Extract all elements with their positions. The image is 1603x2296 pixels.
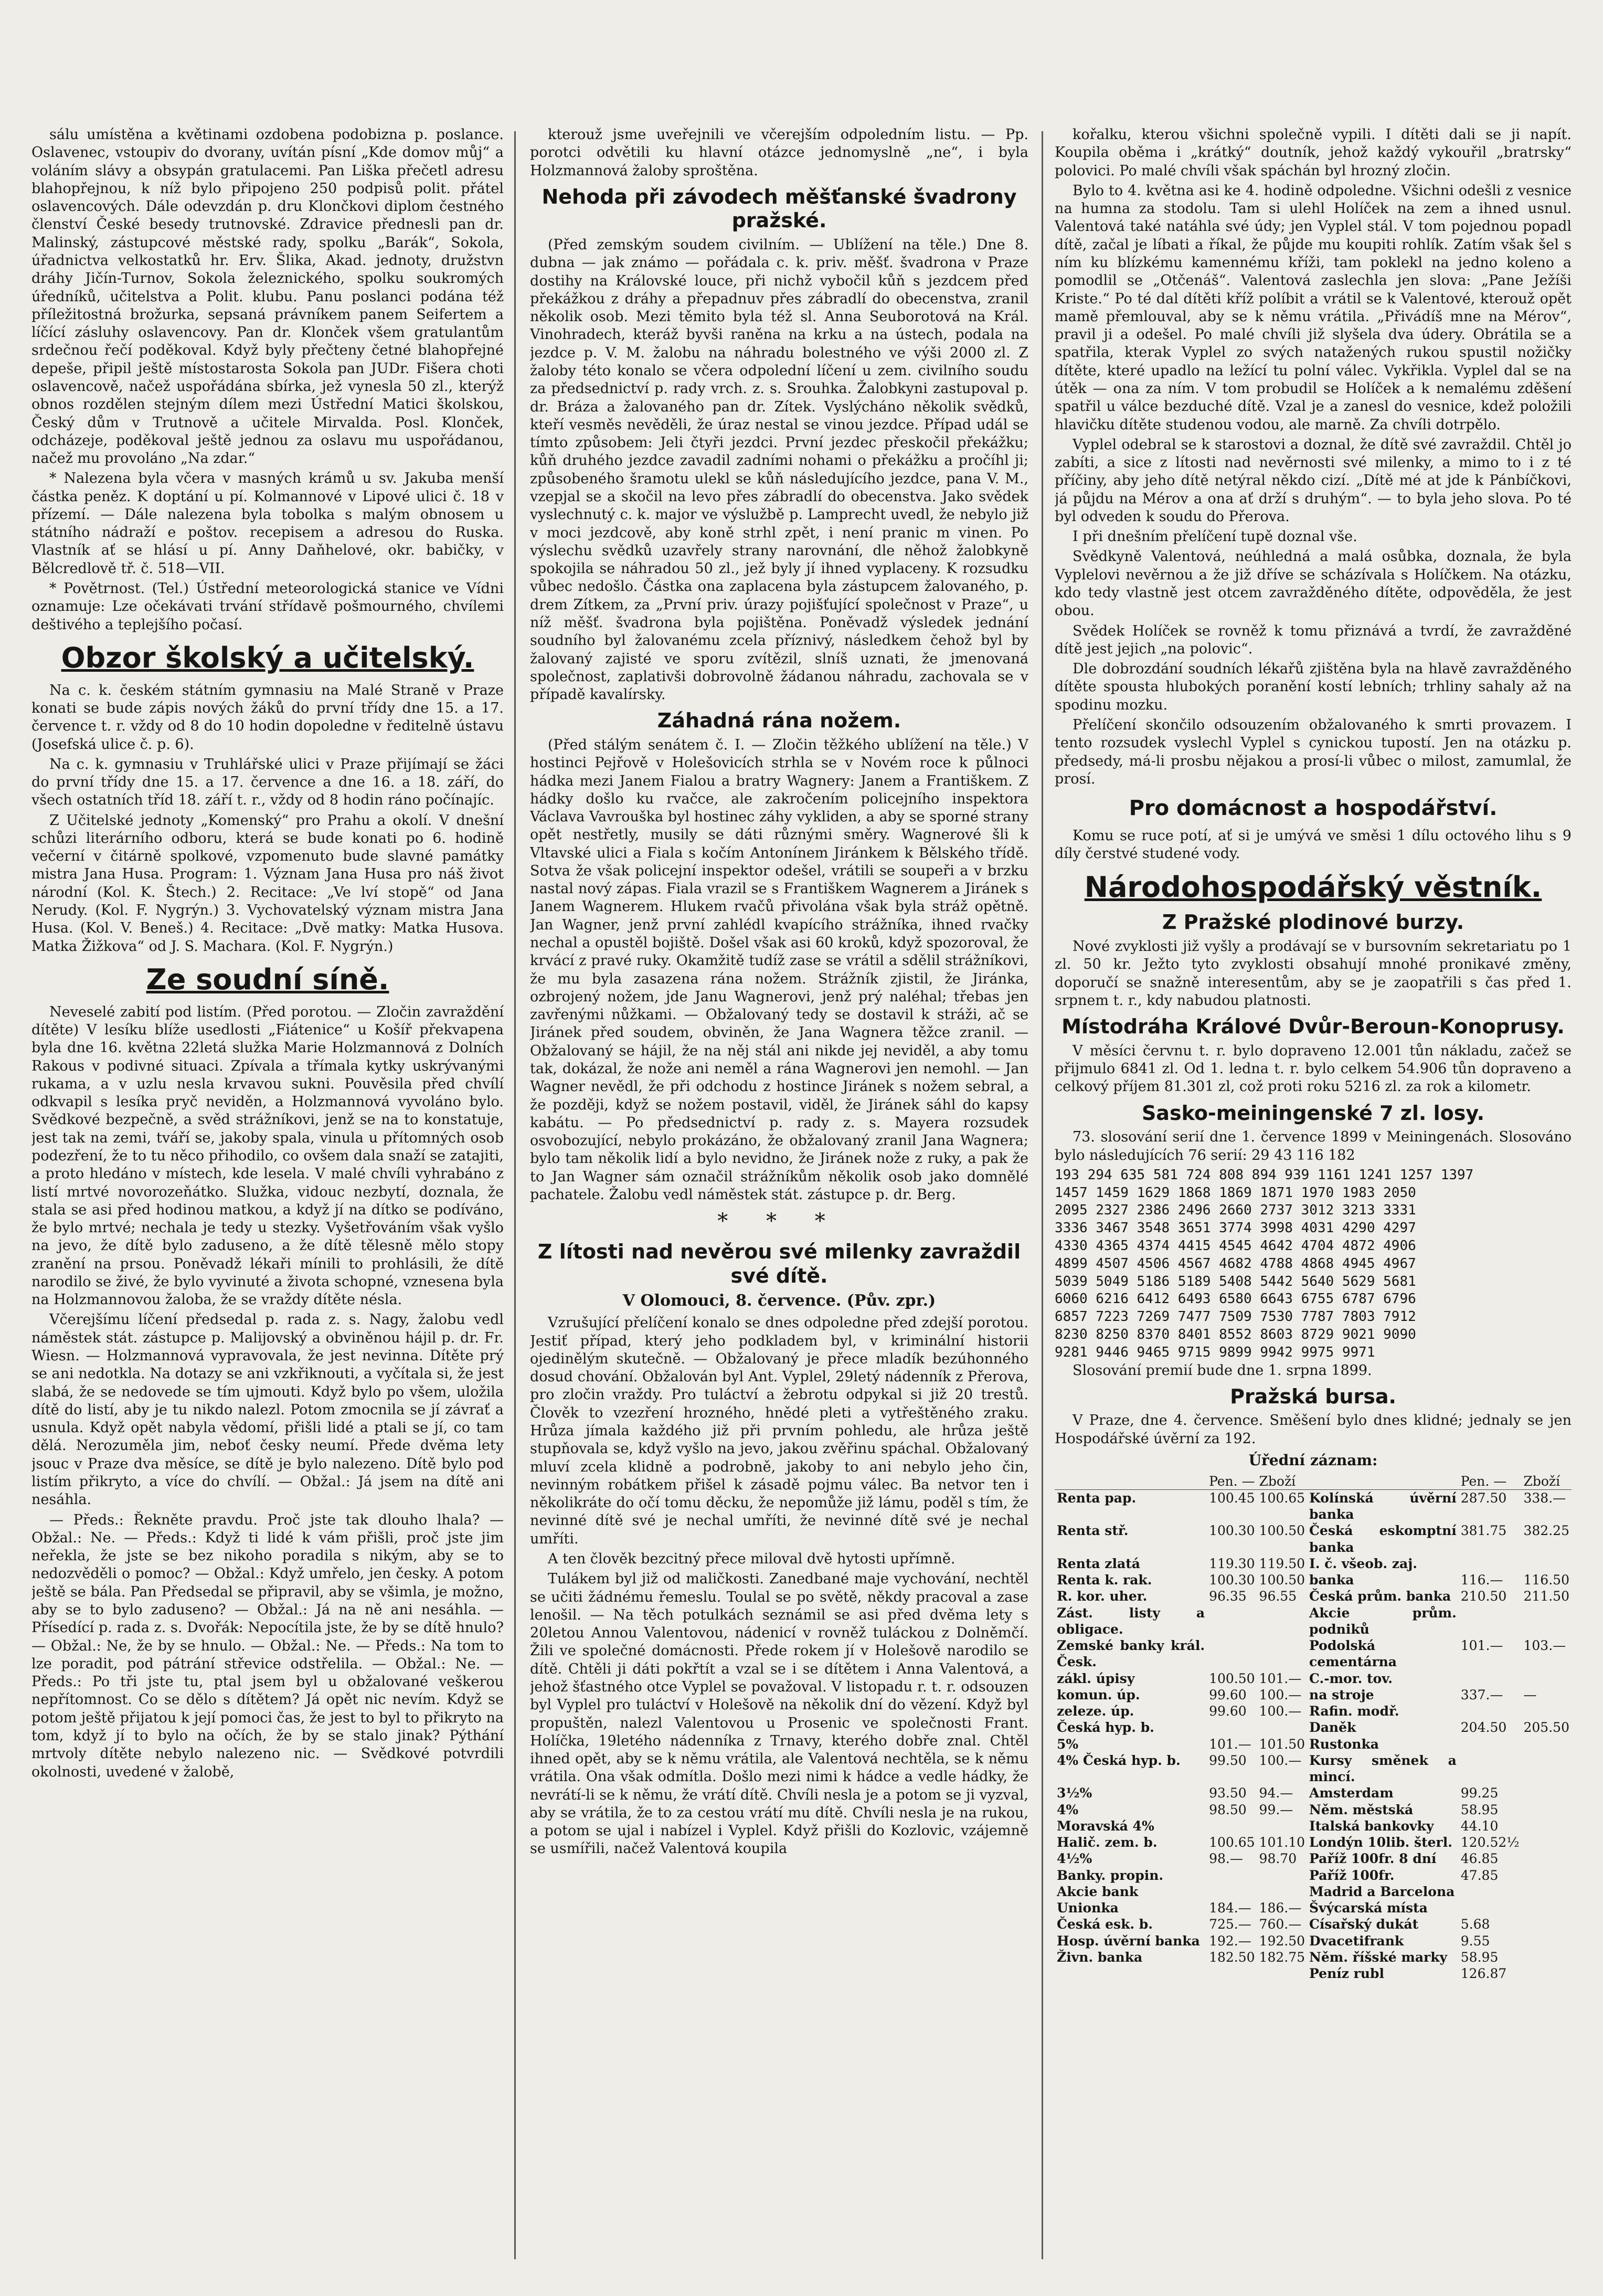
section-heading-home: Pro domácnost a hospodářství. (1129, 796, 1498, 821)
table-cell: 5% (1057, 1736, 1079, 1752)
table-cell: 99.50 (1209, 1752, 1247, 1768)
table-cell: Amsterdam (1309, 1785, 1394, 1801)
table-cell: Madrid a Barcelona (1309, 1884, 1455, 1899)
column-2 (530, 126, 1028, 2265)
table-cell: Podolská cementárna (1309, 1638, 1397, 1670)
table-cell: 3½% (1057, 1785, 1092, 1801)
news-item: * Nalezena byla včera v masných krámů u sv. Jakuba menší částka peněz. K doptání u pí. Kolmannové v Lipové ulici č. 18 v přízemí. — Dále nalezena byla tobolka s malým obnosem u státního nádraží e poštov. recepisem a adresou do Ruska. Vlastník ať se hlásí u pí. Anny Daňhelové, okr. babičky, v Bělcredlově tř. č. 518—VII. (31, 470, 504, 577)
table-cell: Císařský dukát (1309, 1917, 1419, 1932)
table-cell (1207, 1965, 1257, 1982)
lottery-number-row: 3336 3467 3548 3651 3774 3998 4031 4290 4297 (1055, 1220, 1416, 1236)
table-cell: 99.60 (1209, 1704, 1247, 1719)
section-heading-school: Obzor školský a učitelský. (61, 641, 474, 674)
table-cell: 116.50 (1523, 1572, 1569, 1588)
table-cell: Česká prům. banka (1309, 1589, 1451, 1604)
table-cell (1459, 1703, 1522, 1719)
table-cell (1459, 1752, 1522, 1785)
table-header-cell: Pen. — (1209, 1473, 1255, 1489)
table-cell: Renta stř. (1057, 1523, 1129, 1539)
table-cell (1257, 1637, 1307, 1670)
table-row (1055, 1736, 1572, 1752)
article-paragraph: 73. slosování serií dne 1. července 1899 v Meiningenách. Slosováno bylo následujících 76 serií: 29 43 116 182 (1055, 1129, 1572, 1163)
table-cell: 99.25 (1460, 1785, 1499, 1801)
table-cell: Paříž 100fr. (1309, 1867, 1395, 1883)
article-paragraph: Slosování premií bude dne 1. srpna 1899. (1073, 1362, 1372, 1379)
table-row (1055, 1752, 1572, 1785)
table-row (1055, 1522, 1572, 1556)
table-cell: Zemské banky král. Česk. (1057, 1638, 1205, 1670)
table-cell: Česká eskomptní banka (1309, 1523, 1457, 1555)
table-row (1055, 1785, 1572, 1801)
table-cell: 100.— (1259, 1752, 1302, 1768)
section-heading-economy: Národohospodářský věstník. (1084, 870, 1542, 904)
table-cell: Renta pap. (1057, 1490, 1137, 1506)
article-paragraph: Vyplel odebral se k starostovi a doznal, že dítě své zavraždil. Chtěl jo zabíti, a sice z lítosti nad nevěrnosti své milenky, a mimo to i z té příčiny, aby jeho dítě netýral někdo cizí. „Dítě mé at jde k Pánbíčkovi, já půjdu na Mérov a ona ať drží s druhým“. — to byla jeho slova. Po té byl odveden k soudu do Přerova. (1055, 436, 1572, 525)
table-cell: 4% Česká hyp. b. (1057, 1752, 1181, 1768)
table-row (1055, 1818, 1572, 1834)
table-cell: 94.— (1259, 1785, 1293, 1801)
table-cell (1207, 1605, 1257, 1638)
article-paragraph: Přelíčení skončilo odsouzením obžalovaného k smrti provazem. I tento rozsudek vyslechl Vyplel s cynickou tupostí. Jen na otázku p. předsedy, má-li prosbu nějakou a prosí-li vůbec o milost, zamumlal, že prosí. (1055, 717, 1572, 787)
table-cell: 47.85 (1460, 1867, 1499, 1883)
article-paragraph: Svědkyně Valentová, neúhledná a malá osůbka, doznala, že byla Vyplelovi nevěrnou a že již dříve se scházívala s Holíčkem. Na otázku, kdo tedy vlastně jest otcem zavražděného dítěte, odpověděla, že jest obou. (1055, 548, 1572, 619)
table-cell (1257, 1884, 1307, 1900)
court-report: Neveselé zabití pod listím. (Před porotou. — Zločin zavraždění dítěte) V lesíku blíže usedlosti „Fiátenice“ u Košíř překvapena byla dne 16. května 22letá služka Marie Holzmannová z Dolních Rakous v podivné situaci. Zpívala a třímala kytky uskrývanými rukama, a v uzlu nesla krvavou sukni. Pouvěsila před chvílí odkvapil s lesíka pryč neviděn, a Holzmannová vyvoláno bylo. Svědkové bezpečně, a svěd strážníkovi, jenž se na to konstatuje, jest tak na zemi, tváří se, jakoby spala, vinula u přítomných osob podezření, že to tu něco přihodilo, co ovšem dala snaží se zatajiti, a proto hledáno v místech, kde lesela. V malé chvíli vyhrabáno z listí mrtvé novorozeňátko. Služka, vidouc nezbytí, doznala, že stala se asi před hodinou matkou, a když jí na dítko se podíváno, že bylo mrtvé; nechala je tedy u stezky. Vyšetřováním však vyšlo na jevo, že dítě bylo zaduseno, a že dítě tělesně mělo stopy zranění na prsou. Poněvadž lékaři mínili to prohlásili, že dítě narodilo se živé, že bylo vyvinuté a života schopné, vznesena byla na Holzmannovou žaloba, že se vraždy dítěte nésla. (31, 1003, 504, 1308)
table-row (1055, 1489, 1572, 1522)
section-heading-court: Ze soudní síně. (146, 962, 389, 996)
article-paragraph: A ten člověk bezcitný přece miloval dvě hytosti upřímně. (548, 1550, 956, 1567)
table-cell: Česká esk. b. (1057, 1917, 1153, 1932)
table-cell: 100.30 (1209, 1572, 1255, 1588)
table-cell (1522, 1556, 1572, 1572)
article-headline: Nehoda při závodech měšťanské švadrony pražské. (542, 185, 1017, 232)
table-cell: Renta zlatá (1057, 1556, 1140, 1571)
table-cell: 287.50 (1460, 1490, 1507, 1506)
table-cell: 101.50 (1259, 1736, 1305, 1752)
table-cell: 725.— (1209, 1917, 1251, 1932)
table-row (1055, 1637, 1572, 1670)
table-cell: 382.25 (1523, 1523, 1569, 1539)
table-cell: 100.— (1259, 1687, 1302, 1702)
table-cell: 100.— (1259, 1704, 1302, 1719)
lottery-number-row: 4330 4365 4374 4415 4545 4642 4704 4872 4906 (1055, 1237, 1416, 1254)
table-cell: 192.— (1209, 1933, 1251, 1949)
article-paragraph: kořalku, kterou všichni společně vypili. I dítěti dali se ji napít. Koupila oběma i „krátký“ doutník, jehož každý vykouřil „bratrsky“ polovici. Po malé chvíli však spáchán byl hrozný zločin. (1055, 126, 1572, 179)
table-cell: Unionka (1057, 1900, 1119, 1916)
table-cell (1459, 1556, 1522, 1572)
article-paragraph: sálu umístěna a květinami ozdobena podobizna p. poslance. Oslavenec, vstoupiv do dvorany, uvítán písní „Kde domov můj“ a voláním slávy a obsypán gratulacemi. Pan Liška přečetl adresu blahopřejnou, k níž bylo připojeno 250 podpisů polit. přátel oslavencových. Dále odevzdán p. dru Klončkovi diplom čestného členství České besedy trutnovské. Zdravice přednesli pan dr. Malinský, zástupcové městské rady, spolku „Barák“, Sokola, úřadnictva velkostatků hr. Erv. Šlika, Akad. jednoty, družstvn dráhy Jičín-Turnov, Sokola železnického, spolku soukromých úředníků, učitelstva a Polit. klubu. Panu poslanci podána též příležitostná brožurka, sepsaná právníkem panem Seifertem a líčící zásluhy oslavencovy. Pan dr. Klonček všem gratulantům srdečnou řečí poděkoval. Když byly přečteny četné blahopřejné depeše, připil ještě místostarosta Sokola pan JUDr. Fišera choti oslavencově, načež uspořádána sbírka, jež vynesla 50 zl., kterýž obnos rozdělen stejným dílem mezi Ústřední Matici školskou, Český dům v Trutnově a učitele Mirvalda. Posl. Klonček, odcházeje, poděkoval ještě jednou za oslavu mu uspořádanou, načež mu provoláno „Na zdar.“ (31, 126, 504, 467)
table-cell: Dvacetifrank (1309, 1933, 1404, 1949)
table-cell: Zást. listy a obligace. (1057, 1605, 1205, 1637)
lottery-number-row: 6060 6216 6412 6493 6580 6643 6755 6787 6796 (1055, 1291, 1416, 1307)
table-cell (1522, 1867, 1572, 1884)
article-paragraph: I při dnešním přelíčení tupě doznal vše. (1073, 528, 1357, 545)
table-cell (1207, 1818, 1257, 1834)
dateline: V Olomouci, 8. července. (Pův. zpr.) (622, 1292, 936, 1310)
table-cell: 98.— (1209, 1851, 1243, 1867)
article-headline: Místodráha Králové Dvůr-Beroun-Konoprusy. (1061, 1015, 1565, 1039)
table-cell: 100.45 (1209, 1490, 1255, 1506)
column-3 (1055, 126, 1572, 2265)
table-header-cell (1055, 1473, 1207, 1490)
article-headline: Záhadná rána nožem. (657, 709, 901, 733)
table-cell: Daněk (1309, 1720, 1356, 1736)
table-cell: Živn. banka (1057, 1949, 1143, 1965)
table-header-cell (1307, 1473, 1459, 1490)
court-report: (Před zemským soudem civilním. — Ublížení na těle.) Dne 8. dubna — jak známo — pořádala c. k. priv. měšť. švadrona v Praze dostihy na Královské louce, při nichž vybočil kůň s jezdcem před překážkou z dráhy a přepadnuv přes zábradlí do obecenstva, zranil několik osob. Mezi těmito byla též sl. Anna Seuborotová na Král. Vinohradech, kteráž byvši raněna na krku a na ústech, podala na jezdce p. V. M. žalobu na náhradu bolestného ve výši 2000 zl. Z žaloby této konalo se včera odpolední líčení u zem. civilního soudu za předsednictví p. rady vrch. z. s. Srouhka. Žalobkyni zastupoval p. dr. Bráza a žalovaného pan dr. Zítek. Vyslýcháno několik svědků, kteří vesměs nevěděli, že úraz nestal se vinou jezdce. Případ udál se tímto způsobem: Jeli čtyři jezdci. První jezdec přeskočil překážku; kůň druhého jezdce zavadil zadními nohami o překážku a pročíhl ji; způsobeného šramotu ulekl se kůň následujícího jezdce, pana V. M., vzepjal se a skočil na levo přes zábradlí do obecenstva. Jako svědek vyslechnutý c. k. major ve výslužbě p. Lamprecht uvedl, že nebylo již v moci jezdcově, aby koně strhl zpět, i není pranic m vinen. Po výslechu svědků uzavřely strany narovnání, dle něhož žalobkyně spokojila se náhradou 50 zl., jež byly jí ihned vyplaceny. K rozsudku vůbec nedošlo. Částka ona zaplacena byla zástupcem žalovaného, p. drem Zítkem, za „První priv. úrazy pojišťující společnost v Praze“, u níž měšť. švadrona byla pojištěna. Poněvadž výsledek jednání soudního byl žalovanému zcela příznivý, následkem čehož byl by žalovaný zajisté ve sporu zvítězil, slníš uznati, že jmenovaná společnost, zaplativši dobrovolně žádanou náhradu, zachovala se v případě kavalírsky. (530, 237, 1028, 703)
table-row (1055, 1965, 1572, 1982)
table-cell: I. č. všeob. zaj. (1309, 1556, 1417, 1571)
lottery-number-row: 2095 2327 2386 2496 2660 2737 3012 3213 3331 (1055, 1202, 1416, 1219)
table-cell: C.-mor. tov. (1309, 1670, 1393, 1686)
table-cell (1207, 1867, 1257, 1884)
table-row (1055, 1933, 1572, 1949)
table-cell (1207, 1719, 1257, 1736)
table-cell: Rustonka (1309, 1736, 1379, 1752)
table-row (1055, 1703, 1572, 1719)
column-divider (1042, 131, 1043, 2259)
table-cell: 58.95 (1460, 1802, 1499, 1817)
table-row (1055, 1572, 1572, 1588)
table-cell: 100.50 (1209, 1670, 1255, 1686)
table-cell (1522, 1736, 1572, 1752)
table-cell: 119.50 (1259, 1556, 1305, 1571)
column-divider (514, 131, 516, 2259)
table-cell: 101.— (1209, 1736, 1251, 1752)
table-cell: 204.50 (1460, 1720, 1507, 1736)
table-cell (1207, 1884, 1257, 1900)
table-cell: 186.— (1259, 1900, 1302, 1916)
table-cell: 96.35 (1209, 1589, 1247, 1604)
table-row (1055, 1687, 1572, 1703)
table-cell: 100.30 (1209, 1523, 1255, 1539)
table-row (1055, 1850, 1572, 1867)
table-cell: 100.50 (1259, 1523, 1305, 1539)
table-header-cell: Zboží (1523, 1473, 1560, 1489)
lottery-number-row: 1457 1459 1629 1868 1869 1871 1970 1983 2050 (1055, 1184, 1416, 1201)
table-row (1055, 1556, 1572, 1572)
table-cell: zákl. úpisy (1057, 1670, 1135, 1686)
table-cell (1522, 1752, 1572, 1785)
table-cell (1257, 1605, 1307, 1638)
table-cell: 381.75 (1460, 1523, 1507, 1539)
table-cell: 760.— (1259, 1917, 1302, 1932)
table-cell: 126.87 (1460, 1966, 1507, 1982)
article-paragraph: Bylo to 4. května asi ke 4. hodině odpoledne. Všichni odešli z vesnice na humna za stodolu. Tam si ulehl Holíček na zem a ihned usnul. Valentová také natáhla své údy; jen Vyplel stál. V tom pojednou popadl dítě, začal je líbati a říkal, že půjde mu koupiti rohlík. Zatím však šel s ním ku blízkému kamennému kříži, tam poklekl na jedno koleno a pomodlil se „Otčenáš“. Valentová zaslechla jen slova: „Pane Ježíši Kriste.“ Po té dal dítěti kříž políbit a vrátil se k Valentové, kterouž opět mamě přemlouval, aby se k němu vrátila. „Přivádíš mne na Mérov“, pravil ji a odešel. Po malé chvíli již slyšela dva údery. Obrátila se a spatřila, kterak Vyplel zo svých natažených rukou spustil nožičky dítěte, které upadlo na ležící tu polní válec. Vykřikla. Vyplel dal se na útěk — ona za ním. V tom probudil se Holíček a k nemalému zděšení spatřil u válce bezduché dítě. Vzal je a zanesl do vesnice, kdež položili hlavičku dítěte studenou vodou, ale marně. Za chvíli dotrpělo. (1055, 182, 1572, 433)
table-cell (1522, 1703, 1572, 1719)
table-header-row (1055, 1473, 1572, 1490)
table-cell (1522, 1916, 1572, 1932)
table-cell: 182.50 (1209, 1949, 1255, 1965)
table-row (1055, 1949, 1572, 1965)
table-cell: 100.65 (1209, 1835, 1255, 1850)
table-cell: 100.50 (1259, 1572, 1305, 1588)
article-headline: Pražská bursa. (1230, 1384, 1396, 1408)
separator-stars: * * * (717, 1209, 841, 1234)
column-1 (31, 126, 504, 2265)
table-cell (1522, 1965, 1572, 1982)
table-cell (1522, 1949, 1572, 1965)
court-report: (Před stálým senátem č. I. — Zločin těžkého ublížení na těle.) V hostinci Pejřově v Holešovicích strhla se v Novém roce k půlnoci hádka mezi Janem Fialou a bratry Wagnery: Janem a Františkem. Z hádky došlo ku rvačce, ale zakročením policejního inspektora Václava Vavrouška byl hostinec záhy vykliden, a aby se sporné strany opět nestřetly, musily se dáti různými směry. Wagnerové šli k Vltavské ulici a Fiala s kočím Antonínem Jiránkem k Bělského třídě. Sotva že však policejní inspektor odešel, vrátili se soupeři a v brzku nastal nový zápas. Fiala vrazil se s Františkem Wagnerem a Jiránek s Janem Wagnerem. Hlukem rvačů přivolána však byla stráž opětně. Jan Wagner, jenž první zahlédl kvapícího strážníka, ihned rvačky nechal a opustěl bojiště. Došel však asi 60 kroků, když spozoroval, že krvácí z pravé ruky. Okamžitě tudíž zase se vrátil a sdělil strážníkovi, že mu byla zasazena rána nožem. Strážník zjistil, že Jiránka, ozbrojený nožem, jde Janu Wagnerovi, jenž prý naléhal; třebas jen zavřenými nůžkami. — Obžalovaný tedy se dostavil k stráži, ač se Jiránek před soudem, obviněn, že Jana Wagnera těžce zranil. — Obžalovaný se hájil, že na něj stál ani nikde jej neviděl, a aby tomu tak, dokázal, že nože ani neměl a rána Wagnerovi jen nemohl. — Jan Wagner nevědl, že při odchodu z hostince Jiránek s nožem sebral, a že později, když se nožem postavil, viděl, že Jiránek sáhl do kapsy kabátu. — Po předsednictví p. rady z. s. Mayera rozsudek osvobozující, nebylo prokázáno, že obžalovaný zranil Jana Wagnera; bylo tam několik lidí a bylo nevidno, že Jiránek nože z ruky, a pak že to Jan Wagner sám označil strážníkům několik osob jako domnělé pachatele. Žalobu vedl náměstek stát. zástupce p. dr. Berg. (530, 736, 1028, 1203)
table-cell: 211.50 (1523, 1589, 1569, 1604)
table-cell: 4½% (1057, 1851, 1092, 1867)
table-header-cell: Zboží (1259, 1473, 1296, 1489)
court-report: kterouž jsme uveřejnili ve včerejším odpoledním listu. — Pp. porotci odvětili ku hlavní otázce jednomyslně „ne“, i byla Holzmannová žaloby sproštěna. (530, 126, 1028, 179)
article-paragraph: V Praze, dne 4. července. Směšení bylo dnes klidné; jednaly se jen Hospodářské úvěrní za 192. (1055, 1412, 1572, 1447)
article-paragraph: Tulákem byl již od maličkosti. Zanedbané maje vychování, nechtěl se učiti žádnému řemeslu. Toulal se po světě, někdy pracoval a zase lenošil. — Na těch potulkách seznámil se asi před dvěma lety s 20letou Annou Valentovou, nádenicí v rovněž tuláckou z Dolněmčí. Žili ve společné domácnosti. Přede rokem jí v Holešově narodilo se dítě. Chtěli ji dáti pokřtít a vzal se i se dítětem i Anna Valentová, a jehož šťastného otce Vyplel se považoval. V listopadu r. t. r. odsouzen byl Vyplel pro tuláctví v Holešově na několik dní do vězení. Když byl propuštěn, nalezl Valentovou u Prosenic ve společnosti Frant. Holíčka, 19letého nádenníka z Trnavy, kterého dobře znal. Chtěl ihned opět, aby se k němu vrátila, ale Valentová nechtěla, se k němu vrátila. Ona však odmítla. Došlo mezi nimi k hádce a vedle hádky, že nevrátí-li se k němu, že vrátí dítě. Chvíli nesla je a potom se ji vyzval, aby se vrátila, že to za cestou vrátí mu dítě. Chvíli nesla je na rukou, a potom se ujal i nabízel i Vyplel. Když přišli do Kozlovic, vzájemně se usmířili, načež Valentová koupila (530, 1571, 1028, 1857)
table-cell: zeleze. úp. (1057, 1704, 1134, 1719)
table-header-cell: Pen. — (1460, 1473, 1507, 1489)
table-cell: 101.10 (1259, 1835, 1305, 1850)
table-cell: 93.50 (1209, 1785, 1247, 1801)
table-cell: Česká hyp. b. (1057, 1720, 1154, 1736)
table-cell (1257, 1867, 1307, 1884)
table-cell (1257, 1818, 1307, 1834)
table-cell: 44.10 (1460, 1818, 1499, 1834)
table-cell: komun. úp. (1057, 1687, 1140, 1702)
table-cell: Kursy směnek a mincí. (1309, 1752, 1457, 1785)
article-paragraph: Dle dobrozdání soudních lékařů zjištěna byla na hlavě zavražděného dítěte spousta hlubokých poranění kostí lebních; trhliny sahaly až na spodinu mozku. (1055, 661, 1572, 713)
table-cell (1522, 1900, 1572, 1916)
table-caption: Úřední záznam: (1248, 1452, 1378, 1469)
table-cell: Londýn 10lib. šterl. (1309, 1835, 1452, 1850)
article-headline: Z lítosti nad nevěrou své milenky zavraždil své dítě. (537, 1240, 1021, 1287)
table-cell: Akcie prům. podniků (1309, 1605, 1457, 1637)
table-row (1055, 1834, 1572, 1850)
weather-report: * Povětrnost. (Tel.) Ústřední meteorologická stanice ve Vídni oznamuje: Lze očekávati trvání střídavě pošmourného, chvílemi deštivého a teplejšího počasí. (31, 580, 504, 633)
table-cell: 9.55 (1460, 1933, 1490, 1949)
table-cell: 184.— (1209, 1900, 1251, 1916)
table-cell: 96.55 (1259, 1589, 1297, 1604)
table-cell: 99.— (1259, 1802, 1293, 1817)
table-row (1055, 1900, 1572, 1916)
table-cell: banka (1309, 1572, 1354, 1588)
table-cell: Akcie bank (1057, 1884, 1139, 1899)
table-cell: 58.95 (1460, 1949, 1499, 1965)
table-body (1055, 1489, 1572, 1982)
lottery-number-row: 8230 8250 8370 8401 8552 8603 8729 9021 9090 (1055, 1326, 1416, 1342)
table-cell (1459, 1884, 1522, 1900)
article-headline: Z Pražské plodinové burzy. (1162, 911, 1464, 934)
school-notice: Na c. k. českém státním gymnasiu na Malé Straně v Praze konati se bude zápis nových žáků do první třídy dne 15. a 17. července t. r. vždy od 8 do 10 hodin dopoledne v ředitelně ústavu (Josefská ulice č. p. 6). (31, 682, 504, 753)
table-cell (1257, 1965, 1307, 1982)
table-cell: Italská bankovky (1309, 1818, 1434, 1834)
table-cell: Peníz rubl (1309, 1966, 1384, 1982)
table-cell: Něm. říšské marky (1309, 1949, 1448, 1965)
table-cell: 98.50 (1209, 1802, 1247, 1817)
table-cell: Švýcarská místa (1309, 1900, 1428, 1916)
table-cell: Rafin. modř. (1309, 1704, 1399, 1719)
table-row (1055, 1605, 1572, 1638)
table-cell (1459, 1736, 1522, 1752)
table-cell: 99.60 (1209, 1687, 1247, 1702)
table-cell (1055, 1965, 1207, 1982)
table-cell: Kolínská úvěrní banka (1309, 1490, 1457, 1522)
table-cell: 46.85 (1460, 1851, 1499, 1867)
lottery-number-row: 6857 7223 7269 7477 7509 7530 7787 7803 7912 (1055, 1309, 1416, 1325)
table-row (1055, 1802, 1572, 1818)
table-cell (1522, 1670, 1572, 1687)
table-cell: 192.50 (1259, 1933, 1305, 1949)
article-paragraph: Nové zvyklosti již vyšly a prodávají se v bursovním sekretariatu po 1 zl. 50 kr. Ježto tyto zvyklosti obsahují mnohé pronikavé změny, doporučí se snažně interesentům, aby se je zaopatřili s čas před 1. srpnem t. r., kdy nabudou platnosti. (1055, 938, 1572, 1009)
table-cell: na stroje (1309, 1687, 1374, 1702)
article-paragraph: Vzrušující přelíčení konalo se dnes odpoledne před zdejší porotou. Jestiť případ, který jeho podkladem byl, v kriminální historii ojedinělým skutečně. — Obžalovaný je přece mladík bezúhonného dosud chování. Obžalován byl Ant. Vyplel, 29letý nádenník z Přerova, pro zločin vraždy. Pro tuláctví a žebrotu odpykal si již 20 trestů. Člověk to vzezření hrozného, hnědé pleti a vytřeštěného zraku. Hrůza jímala každého již při prvním pohledu, ale hrůza ještě stupňovala se, když vyšlo na jevo, jakou zvěřinu spáchal. Obžalovaný mluví zcela klidně a podrobně, jakoby to ani nebylo jeho čin, nevinným robátkem přišel k zásadě pojmu válec. Ba netvor ten i několikráte do očí tomu děcku, že nepomůže již lámu, poděl s tím, že nevinné dítě své je nechal umříti, že nevinné dítě své je nechal umříti. (530, 1315, 1028, 1547)
table-cell: R. kor. uher. (1057, 1589, 1148, 1604)
table-cell (1257, 1719, 1307, 1736)
table-cell (1207, 1637, 1257, 1670)
table-cell: Paříž 100fr. 8 dní (1309, 1851, 1437, 1867)
table-cell (1522, 1834, 1572, 1850)
table-cell: Banky. propin. (1057, 1867, 1164, 1883)
court-report: Včerejšímu líčení předsedal p. rada z. s. Nagy, žalobu vedl náměstek stát. zástupce p. Malijovský a obviněnou hájil p. dr. Fr. Wiesn. — Holzmannová vypravovala, že jest nevinna. Dítěte prý se ani nedotkla. Na dotazy se ani vzkřiknouti, a vyčítala si, že jest slabá, že se nedovede se tím ujmouti. Když bylo po všem, uložila dítě do listí, aby je tu nikdo nalezl. Potom zmocnila se jí závrať a usnula. Když opět nabyla vědomí, přišli lidé a ptali se jí, co tam dělá. Nerozuměla jim, neboť česky neumí. Přede dvěma lety jsouc v Praze dva měsíce, se dítě je bylo nalezeno. Dítě bylo pod listím přikryto, a více do chvílí. — Obžal.: Já jsem na dítě ani nesáhla. (31, 1311, 504, 1508)
table-cell: 338.— (1523, 1490, 1566, 1506)
table-cell: — (1523, 1687, 1537, 1702)
stock-exchange-table (1055, 1473, 1572, 1982)
article-headline: Sasko-meiningenské 7 zl. losy. (1141, 1101, 1485, 1125)
table-cell (1522, 1802, 1572, 1818)
school-notice: Z Učitelské jednoty „Komenský“ pro Prahu a okolí. V dnešní schůzi literárního odboru, která se bude konati po 6. hodině večerní v čitárně spolkové, vzpomenuto bude slavné památky mistra Jana Husa. Program: 1. Význam Jana Husa pro náš život národní (Kol. K. Štech.) 2. Recitace: „Ve lví stopě“ od Jana Nerudy. (Kol. F. Nygrýn.) 3. Vychovatelský význam mistra Jana Husa. (Kol. V. Beneš.) 4. Recitace: „Dvě matky: Matka Husova. Matka Žižkova“ od J. S. Machara. (Kol. F. Nygrýn.) (31, 812, 504, 955)
table-cell: Moravská 4% (1057, 1818, 1154, 1834)
table-cell: 5.68 (1460, 1917, 1490, 1932)
table-cell (1459, 1605, 1522, 1638)
table-cell (1522, 1884, 1572, 1900)
table-row (1055, 1916, 1572, 1932)
table-cell: 116.— (1460, 1572, 1503, 1588)
school-notice: Na c. k. gymnasiu v Truhlářské ulici v Praze přijímají se žáci do první třídy dne 15. a 17. července a dne 16. a 18. září, do všech ostatních tříd 18. září t. r., vždy od 8 hodin ráno počínajíc. (31, 756, 504, 809)
lottery-number-row: 5039 5049 5186 5189 5408 5442 5640 5629 5681 (1055, 1273, 1416, 1289)
table-cell: 337.— (1460, 1687, 1503, 1702)
lottery-number-list (1055, 1167, 1572, 1362)
table-cell: 103.— (1523, 1638, 1566, 1654)
table-cell (1522, 1818, 1572, 1834)
table-row (1055, 1867, 1572, 1884)
household-tip: Komu se ruce potí, ať si je umývá ve směsi 1 dílu octového lihu s 9 díly čerstvé studené vody. (1055, 828, 1572, 862)
table-row (1055, 1588, 1572, 1604)
table-cell (1522, 1785, 1572, 1801)
table-cell: 182.75 (1259, 1949, 1305, 1965)
table-cell: 101.— (1259, 1670, 1302, 1686)
table-cell (1459, 1900, 1522, 1916)
table-cell (1522, 1605, 1572, 1638)
lottery-number-row: 193 294 635 581 724 808 894 939 1161 1241 1257 1397 (1055, 1167, 1474, 1183)
table-cell: 119.30 (1209, 1556, 1255, 1571)
table-cell (1522, 1850, 1572, 1867)
table-cell: 101.— (1460, 1638, 1503, 1654)
table-cell: Hosp. úvěrní banka (1057, 1933, 1200, 1949)
table-cell (1522, 1933, 1572, 1949)
court-report: — Předs.: Řekněte pravdu. Proč jste tak dlouho lhala? — Obžal.: Ne. — Předs.: Když ti lidé k vám přišli, proč jste jim neřekla, že jste se bez nikoho poradila s nikým, aby se to nedozvěděli o pomoc? — Obžal.: Když umřelo, jen česky. A potom ještě se bála. Pan Předsedal se připravil, aby se všimla, je možno, aby se to bylo zaduseno? — Obžal.: Já na ně ani nesáhla. — Přísedící p. rada z. s. Dvořák: Nepocítila jste, že by se dítě hnulo? — Obžal.: Ne, že by se hnulo. — Obžal.: Ne. — Předs.: Na tom to lze poradit, pod pátrání střevice odstřelila. — Obžal.: Ne. — Předs.: Po tři jste tu, ptal jsem byl u obžalované veškerou nepřítomnost. Co se dělo s dítětem? Já opět nic nevím. Když se potom ještě přijatou k její pomoci čas, že jest to byl to přikryto na tom, když jí to bylo na očích, že by se stalo jinak? Pýthání mrtvoly dítěte nebylo nalezeno nic. — Svědkové potvrdili okolnosti, uvedené v žalobě, (31, 1511, 504, 1780)
article-paragraph: V měsíci červnu t. r. bylo dopraveno 12.001 tůn nákladu, začež se přijmulo 6841 zl. Od 1. ledna t. r. bylo celkem 54.906 tůn dopraveno a celkový příjem 81.301 zl, což proti roku 5216 zl. za rok a kilometr. (1055, 1042, 1572, 1095)
lottery-number-row: 9281 9446 9465 9715 9899 9942 9975 9971 (1055, 1344, 1375, 1360)
table-cell: 98.70 (1259, 1851, 1297, 1867)
table-cell: Renta k. rak. (1057, 1572, 1152, 1588)
lottery-number-row: 4899 4507 4506 4567 4682 4788 4868 4945 4967 (1055, 1255, 1416, 1272)
table-cell: Halič. zem. b. (1057, 1835, 1158, 1850)
table-cell: 100.65 (1259, 1490, 1305, 1506)
table-row (1055, 1884, 1572, 1900)
table-cell: Něm. městská (1309, 1802, 1414, 1817)
table-row (1055, 1719, 1572, 1736)
table-cell (1459, 1670, 1522, 1687)
table-cell: 205.50 (1523, 1720, 1569, 1736)
table-cell: 4% (1057, 1802, 1079, 1817)
article-paragraph: Svědek Holíček se rovněž k tomu přiznává a tvrdí, že zavražděné dítě jest jejich „na polovic“. (1055, 622, 1572, 657)
table-cell: 210.50 (1460, 1589, 1507, 1604)
table-cell: 120.52½ (1460, 1835, 1520, 1850)
table-row (1055, 1670, 1572, 1687)
